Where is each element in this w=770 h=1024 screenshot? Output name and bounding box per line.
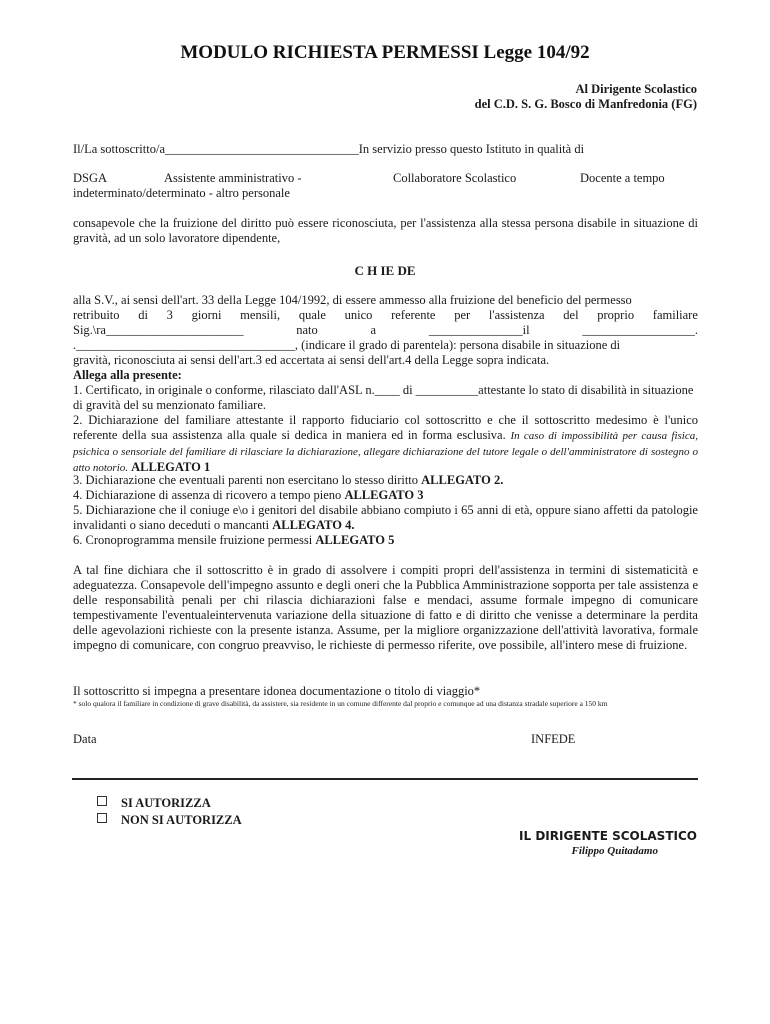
role-docente: Docente a tempo <box>580 171 665 185</box>
option-non-si-autorizza[interactable] <box>97 813 242 828</box>
allegato-item-6 <box>73 533 698 548</box>
allegato-item-2 <box>73 413 698 476</box>
word: referente <box>391 308 436 322</box>
addressee-line-1: Al Dirigente Scolastico <box>575 82 697 96</box>
allegato-item-3 <box>73 473 698 488</box>
allegato-3-label: ALLEGATO 3 <box>344 488 424 502</box>
birthplace-field: _______________il <box>428 323 530 337</box>
travel-documentation: Il sottoscritto si impegna a presentare idonea documentazione o titolo di viaggio* <box>73 684 481 698</box>
allegato-item-4 <box>73 488 698 503</box>
checkbox-icon[interactable] <box>97 813 107 823</box>
role-collaboratore: Collaboratore Scolastico <box>393 171 517 185</box>
word: quale <box>298 308 326 322</box>
checkbox-icon[interactable] <box>97 796 107 806</box>
signature-role: IL DIRIGENTE SCOLASTICO <box>519 829 697 843</box>
allegato-2-label: ALLEGATO 2. <box>421 473 504 487</box>
word: retribuito <box>73 308 120 322</box>
item2-italic: In caso di impossibilità per causa fisica, psichica o sensoriale del familiare di rilasciare la dichiarazione, allegare dichiarazione del tutore legale o dell'amministratore di sostegno o atto notorio. <box>73 430 698 474</box>
word: nato <box>296 323 318 337</box>
allega-heading: Allega alla presente: <box>73 368 182 382</box>
request-line-3 <box>73 323 698 338</box>
final-paragraph: A tal fine dichiara che il sottoscritto è in grado di assolvere i compiti propri dell'assistenza in termini di sistematicità e adeguatezza. Consapevole dell'impegno assunto e degli oneri che la Pubblica Amministrazione sopporta per tale assistenza e delle responsabilità penali per chi rilascia dichiarazioni false e mendaci, assume formale impegno di comunicare tempestivamente l'eventualeintervenuta variazione della situazione di fatto e di diritto che venisse a determinare la perdita delle agevolazioni richieste con la presente istanza. Assume, per la migliore organizzazione dell'attività lavorativa, formale impegno di comunicare, con congruo preavviso, le richieste di permesso riferite, ove possibile, all'intero mese di fruizione. <box>73 563 698 652</box>
allegato-item-5 <box>73 503 698 533</box>
word: proprio <box>597 308 635 322</box>
item2-text: 2. Dichiarazione del familiare attestante il rapporto fiduciario col sottoscritto e che il sottoscritto medesimo è l'unico referente della sua assistenza alla quale si dedica in maniera ed in forma esclusiva. <box>73 413 698 442</box>
signature-name: Filippo Quitadamo <box>571 845 658 857</box>
word: per <box>454 308 471 322</box>
birthdate-field: __________________. <box>582 323 698 337</box>
option-label: NON SI AUTORIZZA <box>121 813 242 827</box>
word: l'assistenza <box>488 308 545 322</box>
allegato-4-label: ALLEGATO 4. <box>272 518 355 532</box>
item5-text: 5. Dichiarazione che il coniuge e\o i genitori del disabile abbiano compiuto i 65 anni di età, oppure siano affetti da patologie invalidanti o siano deceduti o mancanti <box>73 503 698 532</box>
request-line-2 <box>73 308 698 323</box>
request-line-4: .___________________________________, (indicare il grado di parentela): persona disabile in situazione di <box>73 338 621 352</box>
consapevole-paragraph: consapevole che la fruizione del diritto può essere riconosciuta, per l'assistenza alla stessa persona disabile in situazione di gravità, ad un solo lavoratore dipendente, <box>73 216 698 245</box>
allegato-item-1: 1. Certificato, in originale o conforme, rilasciato dall'ASL n.____ di __________attestante lo stato di disabilità in situazione di gravità del su menzionato familiare. <box>73 383 694 412</box>
allegato-1-label: ALLEGATO 1 <box>131 460 211 474</box>
word: giorni <box>191 308 222 322</box>
request-line-5: gravità, riconosciuta ai sensi dell'art.3 ed accertata ai sensi dell'art.4 della Legge sopra indicata. <box>73 353 550 367</box>
word: di <box>138 308 148 322</box>
sig-ra-field: Sig.\ra______________________ <box>73 323 244 337</box>
addressee-line-2: del C.D. S. G. Bosco di Manfredonia (FG) <box>474 97 697 111</box>
roles-line-2: indeterminato/determinato - altro personale <box>73 186 290 200</box>
option-label: SI AUTORIZZA <box>121 796 211 810</box>
word: del <box>563 308 579 322</box>
request-line-1: alla S.V., ai sensi dell'art. 33 della Legge 104/1992, di essere ammesso alla fruizione del beneficio del permesso <box>73 293 632 307</box>
infede-label: INFEDE <box>531 732 576 746</box>
role-dsga: DSGA <box>73 171 108 185</box>
word: a <box>370 323 377 337</box>
word: unico <box>344 308 373 322</box>
data-label: Data <box>73 732 97 746</box>
word: mensili, <box>240 308 281 322</box>
footnote: * solo qualora il familiare in condizione di grave disabilità, da assistere, sia residente in un comune differente dal proprio e comunque ad una distanza stradale superiore a 150 km <box>73 699 608 708</box>
separator-line <box>72 778 698 780</box>
intro-line: Il/La sottoscritto/a_______________________________In servizio presso questo Istituto in qualità di <box>73 142 585 156</box>
word: 3 <box>166 308 173 322</box>
item4-text: 4. Dichiarazione di assenza di ricovero a tempo pieno <box>73 488 342 502</box>
option-si-autorizza[interactable] <box>97 796 211 811</box>
word: familiare <box>652 308 698 322</box>
chiede-heading: C H IE DE <box>354 263 416 278</box>
item3-text: 3. Dichiarazione che eventuali parenti non esercitano lo stesso diritto <box>73 473 419 487</box>
role-assistente: Assistente amministrativo - <box>164 171 302 185</box>
item6-text: 6. Cronoprogramma mensile fruizione permessi <box>73 533 313 547</box>
page-title: MODULO RICHIESTA PERMESSI Legge 104/92 <box>180 42 590 63</box>
allegato-5-label: ALLEGATO 5 <box>315 533 395 547</box>
